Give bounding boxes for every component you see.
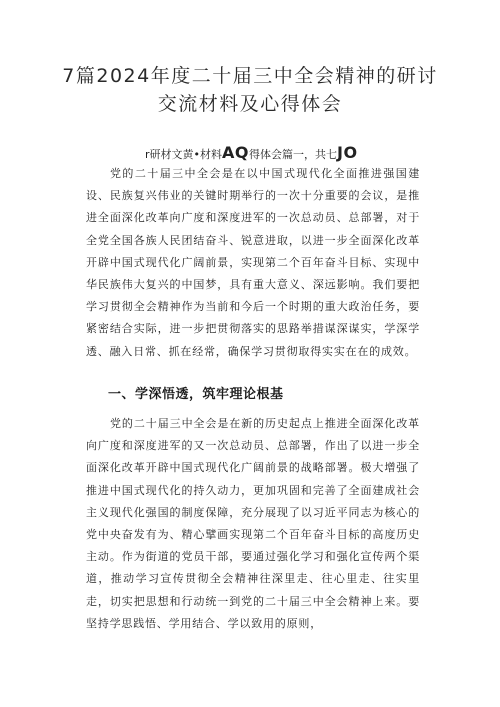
subtitle-big-2: JO [337, 143, 358, 162]
subtitle-big-1: AQ [222, 143, 249, 162]
body-paragraph-2: 党的二十届三中全会是在新的历史起点上推进全面深化改革向广度和深度进军的又一次总动员、总部署，作出了以进一步全面深化改革开辟中国式现代化广阔前景的战略部署。极大增强了推进中国式现代化的持久动力，更加巩固和完善了全面建成社会主义现代化强国的制度保障，充分展现了以习近平同志为核心的党中央奋发有为、精心擘画实现第二个百年奋斗目标的高度历史主动。作为街道的党员干部，要通过强化学习和强化宣传两个渠道，推动学习宣传贯彻全会精神往深里走、往心里走、往实里走，切实把思想和行动统一到党的二十届三中全会精神上来。要坚持学思践悟、学用结合、学以致用的原则， [86, 417, 420, 630]
subtitle-middle: 得体会篇一，共七 [249, 148, 337, 161]
document-title-line-2: 交流材料及心得体会 [157, 93, 343, 115]
body-paragraph-1: 党的二十届三中全会是在以中国式现代化全面推进强国建设、民族复兴伟业的关键时期举行的一次十分重要的会议，是推进全面深化改革向广度和深度进军的一次总动员、总部署，对于全党全国各族人民团结奋斗、锐意进取，以进一步全面深化改革开辟中国式现代化广阔前景，实现第二个百年奋斗目标、实现中华民族伟大复兴的中国梦，具有重大意义、深远影响。我们要把学习贯彻全会精神作为当前和今后一个时期的重大政治任务，要紧密结合实际，进一步把贯彻落实的思路举措谋深谋实，学深学透、融入日常、抓在经常，确保学习贯彻取得实实在在的成效。 [86, 167, 420, 358]
document-subtitle [145, 144, 358, 164]
section-heading-1: 一、学深悟透，筑牢理论根基 [108, 387, 284, 402]
document-title-line-1: 7篇2024年度二十届三中全会精神的研讨 [62, 65, 438, 87]
subtitle-prefix: r研材文黄•材料 [145, 148, 223, 161]
